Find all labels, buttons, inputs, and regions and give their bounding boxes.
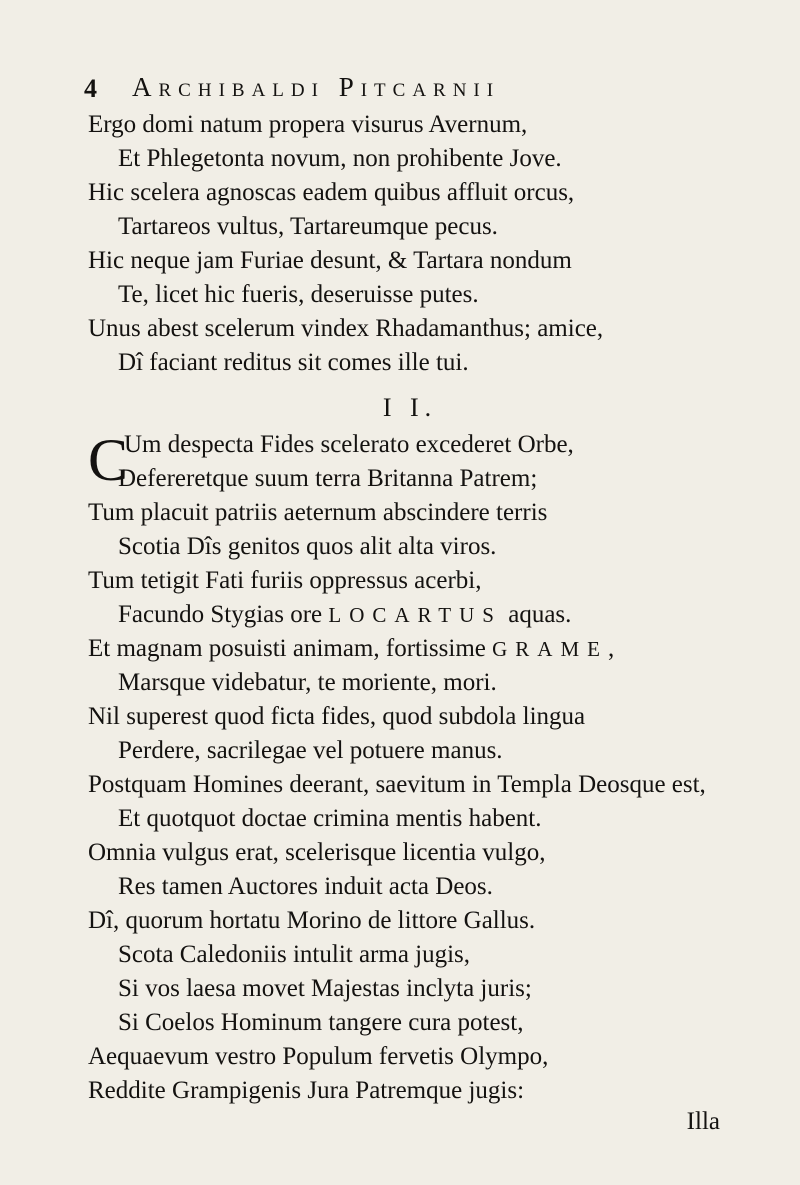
verse-line: Ergo domi natum propera visurus Avernum, [88,111,528,138]
drop-cap: C [88,427,129,493]
catchword: Illa [686,1108,720,1135]
verse-line: Scota Caledoniis intulit arma jugis, [118,941,471,968]
text-block [88,108,724,1108]
verse-line: Res tamen Auctores induit acta Deos. [118,873,493,900]
name-locartus: LOCARTUS [328,603,502,627]
verse-line: Postquam Homines deerant, saevitum in Templa Deosque est, [88,771,706,798]
verse-line: Dî faciant reditus sit comes ille tui. [118,349,469,376]
verse-line [88,598,724,632]
name-grame: GRAME [492,637,608,661]
verse-line: Omnia vulgus erat, scelerisque licentia vulgo, [88,839,546,866]
first-line-text: Um despecta Fides scelerato excederet Orbe, [124,431,574,458]
verse-line: Perdere, sacrilegae vel potuere manus. [118,737,503,764]
poem-two [88,428,724,1108]
verse-text: Et magnam posuisti animam, fortissime [88,635,493,662]
verse-line: Si vos laesa movet Majestas inclyta juris; [118,975,532,1002]
verse-line: Unus abest scelerum vindex Rhadamanthus; amice, [88,315,604,342]
verse-line: Si Coelos Hominum tangere cura potest, [118,1009,524,1036]
verse-line: Tartareos vultus, Tartareumque pecus. [118,213,498,240]
verse-line: Et Phlegetonta novum, non prohibente Jove. [118,145,562,172]
verse-line: Tum tetigit Fati furiis oppressus acerbi, [88,567,482,594]
verse-line: Defereretque suum terra Britanna Patrem; [118,465,538,492]
verse-line: Marsque videbatur, te moriente, mori. [118,669,497,696]
verse-line: Te, licet hic fueris, deseruisse putes. [118,281,479,308]
verse-line: Nil superest quod ficta fides, quod subdola lingua [88,703,586,730]
verse-line: Aequaevum vestro Populum fervetis Olympo, [88,1043,549,1070]
running-head: Archibaldi Pitcarnii [132,72,501,102]
page-header [84,70,724,110]
verse-line: Et quotquot doctae crimina mentis habent. [118,805,542,832]
poem-one [88,108,724,380]
verse-line: Reddite Grampigenis Jura Patremque jugis: [88,1077,525,1104]
verse-line: Hic scelera agnoscas eadem quibus affluit orcus, [88,179,575,206]
verse-text: , [607,635,615,662]
verse-line: Dî, quorum hortatu Morino de littore Gallus. [88,907,536,934]
verse-line: Scotia Dîs genitos quos alit alta viros. [118,533,497,560]
page-number: 4 [84,74,97,103]
verse-line: Tum placuit patriis aeternum abscindere terris [88,499,548,526]
verse-text: aquas. [501,601,572,628]
verse-line [88,632,724,666]
verse-line: Hic neque jam Furiae desunt, & Tartara nondum [88,247,572,274]
verse-text: Facundo Stygias ore [118,601,329,628]
section-number: I I. [382,393,438,422]
